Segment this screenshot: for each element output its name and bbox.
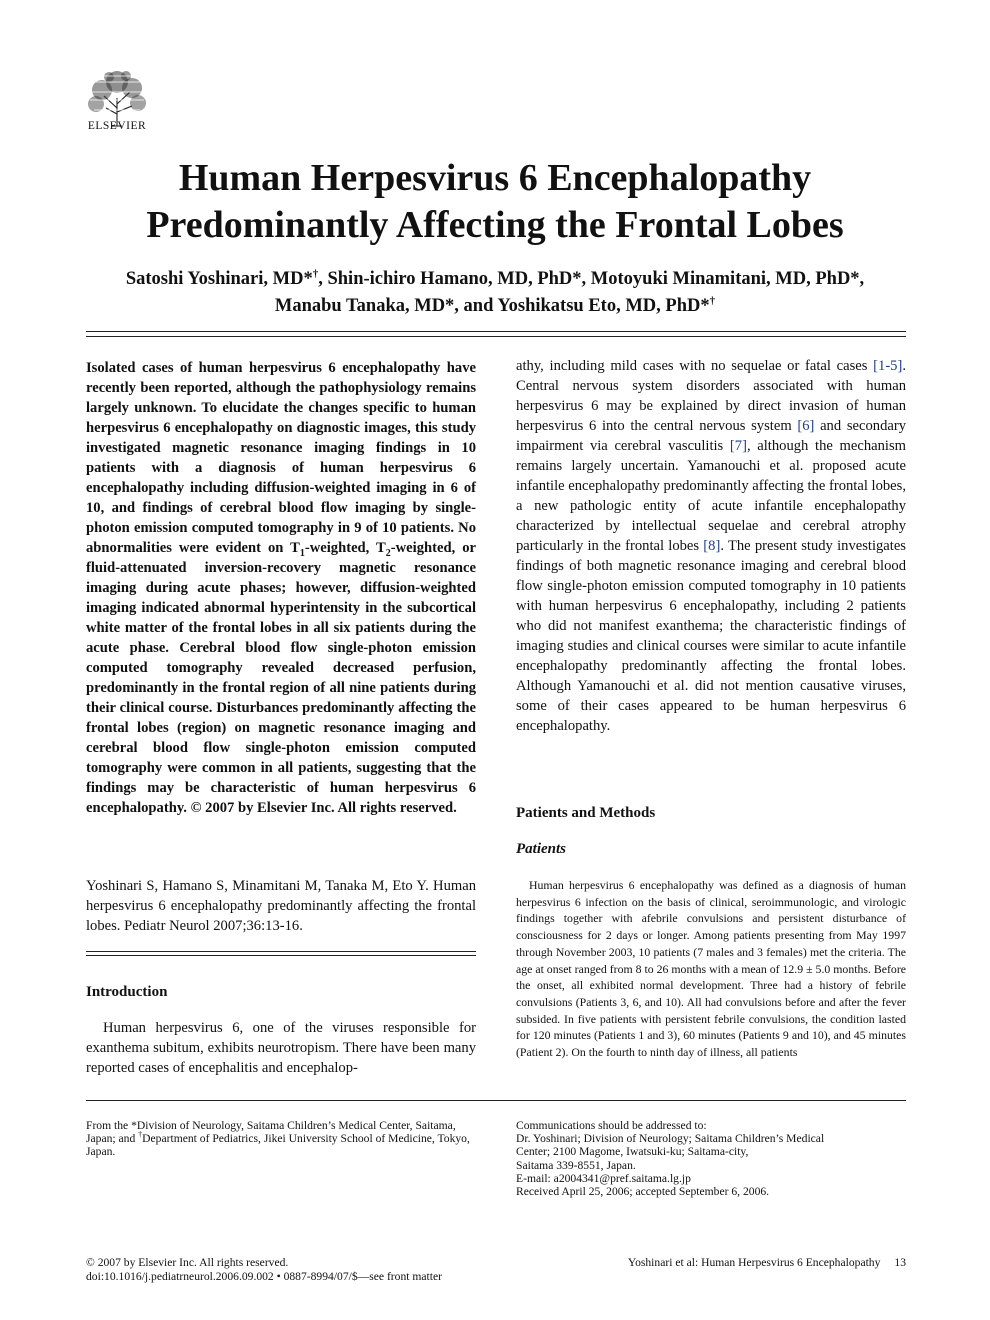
affiliation-2: Department of Pediatrics, Jikei University School of Medicine, Tokyo, Japan. bbox=[86, 1132, 470, 1159]
reference-link-7[interactable]: [7] bbox=[729, 438, 747, 454]
authors-4-5: Manabu Tanaka, MD*, and Yoshikatsu Eto, MD, PhD* bbox=[274, 296, 710, 316]
body-text-5: . The present study investigates findings of both magnetic resonance imaging and cerebral blood flow single-photon emission computed tomography in 10 patients with human herpesvirus 6 encephalopathy, including 2 patients who did not manifest exanthema; the characteristic findings of imaging studies and clinical courses were similar to acute infantile encephalopathy predominantly affecting the frontal lobes. Although Yamanouchi et al. did not mention causative viruses, some of their cases appeared to be human herpesvirus 6 encephalopathy. bbox=[516, 538, 906, 734]
introduction-text: Human herpesvirus 6, one of the viruses responsible for exanthema subitum, exhibits neurotropism. There have been many reported cases of encephalitis and encephalop- bbox=[86, 1020, 476, 1076]
correspondence bbox=[516, 1119, 906, 1198]
correspondence-line-1: Communications should be addressed to: bbox=[516, 1119, 707, 1132]
subscript-1: 1 bbox=[299, 547, 305, 559]
running-head: Yoshinari et al: Human Herpesvirus 6 Encephalopathy bbox=[627, 1256, 881, 1269]
publisher-wordmark: ELSEVIER bbox=[87, 120, 147, 132]
reference-link-8[interactable]: [8] bbox=[703, 538, 721, 554]
footnote-rule bbox=[86, 1100, 906, 1101]
author-list bbox=[60, 266, 930, 320]
received-dates: Received April 25, 2006; accepted September 6, 2006. bbox=[516, 1185, 770, 1199]
title-line-1: Human Herpesvirus 6 Encephalopathy bbox=[178, 157, 812, 199]
citation: Yoshinari S, Hamano S, Minamitani M, Tanaka M, Eto Y. Human herpesvirus 6 encephalopathy predominantly affecting the frontal lobes. Pediatr Neurol 2007;36:13-16. bbox=[86, 878, 476, 934]
reference-link-1-5[interactable]: [1-5] bbox=[873, 358, 903, 374]
introduction-heading: Introduction bbox=[86, 984, 168, 1000]
subscript-2: 2 bbox=[385, 547, 391, 559]
header-rule-bottom bbox=[86, 336, 906, 337]
correspondence-line-4: Saitama 339-8551, Japan. bbox=[516, 1158, 636, 1172]
authors-2-3: , Shin-ichiro Hamano, MD, PhD*, Motoyuki Minamitani, MD, PhD*, bbox=[318, 269, 865, 289]
reference-link-6[interactable]: [6] bbox=[797, 418, 815, 434]
citation-rule-bottom bbox=[86, 955, 476, 956]
patients-text: Human herpesvirus 6 encephalopathy was defined as a diagnosis of human herpesvirus 6 infection on the basis of clinical, seroimmunologic, and virologic findings together with afebrile convulsions and persistent disturbance of consciousness for 2 days or longer. Among patients presenting from May 1997 through November 2003, 10 patients (7 males and 3 females) met the criteria. The age at onset ranged from 8 to 26 months with a mean of 12.9 ± 5.0 months. Before the onset, all exhibited normal development. Three had a history of febrile convulsions (Patients 3, 6, and 10). All had convulsions before and after the fever subsided. In five patients with persistent febrile convulsions, the condition lasted for 120 minutes (Patients 1 and 3), 60 minutes (Patients 9 and 10), and 45 minutes (Patient 2). On the fourth to ninth day of illness, all patients bbox=[516, 878, 906, 1060]
author-1: Satoshi Yoshinari, MD* bbox=[125, 269, 313, 289]
correspondence-line-2: Dr. Yoshinari; Division of Neurology; Saitama Children’s Medical bbox=[516, 1132, 825, 1146]
author-line-1 bbox=[60, 266, 930, 293]
patients-methods-heading: Patients and Methods bbox=[516, 805, 656, 821]
body-text-3: and secondary impairment via cerebral vasculitis bbox=[516, 418, 906, 454]
citation-rule-top bbox=[86, 951, 476, 952]
author-1-mark: † bbox=[312, 267, 319, 280]
affiliation-1: From the *Division of Neurology, Saitama Children’s Medical Center, Saitama, Japan; and bbox=[86, 1119, 456, 1146]
correspondence-email[interactable]: E-mail: a2004341@pref.saitama.lg.jp bbox=[516, 1171, 691, 1185]
article-title bbox=[60, 155, 930, 249]
header-rule-top bbox=[86, 331, 906, 332]
page-footer-left bbox=[86, 1256, 442, 1284]
abstract-text-2: -weighted, T bbox=[304, 540, 386, 556]
patients-subheading: Patients bbox=[516, 841, 567, 857]
author-5-mark: † bbox=[709, 294, 716, 307]
body-text-1: athy, including mild cases with no sequelae or fatal cases bbox=[516, 358, 874, 374]
correspondence-line-3: Center; 2100 Magome, Iwatsuki-ku; Saitama-city, bbox=[516, 1145, 749, 1159]
abstract-text-3: -weighted, or fluid-attenuated inversion-recovery magnetic resonance imaging during acute phases; however, diffusion-weighted imaging indicated abnormal hyperintensity in the subcortical white matter of the frontal lobes in all six patients during the acute phase. Cerebral blood flow single-photon emission computed tomography revealed decreased perfusion, predominantly in the frontal region of all nine patients during their clinical course. Disturbances predominantly affecting the frontal lobes (region) on magnetic resonance imaging and cerebral blood flow single-photon emission computed tomography were common in all patients, suggesting that the findings may be characteristic of human herpesvirus 6 encephalopathy. © 2007 by Elsevier Inc. All rights reserved. bbox=[86, 540, 476, 816]
affiliation-mark: † bbox=[138, 1130, 143, 1140]
copyright-notice: © 2007 by Elsevier Inc. All rights reserved. bbox=[86, 1256, 289, 1269]
right-column-text bbox=[516, 356, 906, 736]
title-line-2: Predominantly Affecting the Frontal Lobes bbox=[146, 204, 844, 246]
page-footer-right bbox=[628, 1256, 906, 1269]
body-text-2: . Central nervous system disorders associated with human herpesvirus 6 may be explained by direct invasion of human herpesvirus 6 into the central nervous system bbox=[516, 358, 906, 434]
abstract-text-1: Isolated cases of human herpesvirus 6 encephalopathy have recently been reported, although the pathophysiology remains largely unknown. To elucidate the changes specific to human herpesvirus 6 encephalopathy on diagnostic images, this study investigated magnetic resonance imaging findings in 10 patients with a diagnosis of human herpesvirus 6 encephalopathy including diffusion-weighted imaging in 6 of 10, and findings of cerebral blood flow imaging by single-photon emission computed tomography in 9 of 10 patients. No abnormalities were evident on T bbox=[86, 360, 476, 556]
body-text-4: , although the mechanism remains largely uncertain. Yamanouchi et al. proposed acute infantile encephalopathy predominantly affecting the frontal lobes, a new pathologic entity of acute infantile encephalopathy characterized by intellectual sequelae and cerebral atrophy particularly in the frontal lobes bbox=[516, 438, 906, 554]
page-number: 13 bbox=[894, 1256, 906, 1269]
doi-line[interactable]: doi:10.1016/j.pediatrneurol.2006.09.002 • 0887-8994/07/$—see front matter bbox=[86, 1270, 442, 1283]
affiliations bbox=[86, 1119, 476, 1159]
abstract bbox=[86, 358, 476, 818]
author-line-2 bbox=[60, 293, 930, 320]
